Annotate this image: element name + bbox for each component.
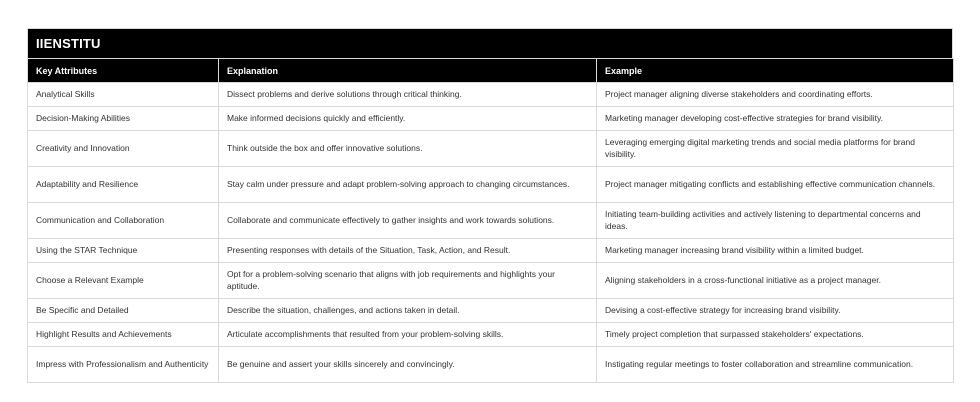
explanation-cell: Articulate accomplishments that resulted from your problem-solving skills. [219, 323, 597, 347]
example-cell: Timely project completion that surpassed stakeholders' expectations. [597, 323, 954, 347]
attribute-cell: Choose a Relevant Example [28, 263, 219, 299]
attribute-cell: Using the STAR Technique [28, 239, 219, 263]
explanation-cell: Stay calm under pressure and adapt problem-solving approach to changing circumstances. [219, 167, 597, 203]
brand-title: IIENSTITU [27, 28, 953, 58]
table-row [28, 347, 954, 383]
example-cell: Project manager mitigating conflicts and establishing effective communication channels. [597, 167, 954, 203]
column-header-example: Example [597, 59, 954, 83]
explanation-cell: Presenting responses with details of the Situation, Task, Action, and Result. [219, 239, 597, 263]
explanation-cell: Opt for a problem-solving scenario that aligns with job requirements and highlights your aptitude. [219, 263, 597, 299]
attribute-cell: Adaptability and Resilience [28, 167, 219, 203]
table-row [28, 299, 954, 323]
table-row [28, 239, 954, 263]
content-table-container [27, 28, 953, 383]
example-cell: Aligning stakeholders in a cross-functional initiative as a project manager. [597, 263, 954, 299]
table-header-row [28, 59, 954, 83]
explanation-cell: Make informed decisions quickly and efficiently. [219, 107, 597, 131]
attribute-cell: Be Specific and Detailed [28, 299, 219, 323]
column-header-key-attributes: Key Attributes [28, 59, 219, 83]
example-cell: Marketing manager increasing brand visibility within a limited budget. [597, 239, 954, 263]
table-row [28, 107, 954, 131]
table-row [28, 83, 954, 107]
attribute-cell: Creativity and Innovation [28, 131, 219, 167]
explanation-cell: Be genuine and assert your skills sincerely and convincingly. [219, 347, 597, 383]
attribute-cell: Decision-Making Abilities [28, 107, 219, 131]
example-cell: Instigating regular meetings to foster collaboration and streamline communication. [597, 347, 954, 383]
attribute-cell: Impress with Professionalism and Authenticity [28, 347, 219, 383]
example-cell: Leveraging emerging digital marketing trends and social media platforms for brand visibility. [597, 131, 954, 167]
explanation-cell: Think outside the box and offer innovative solutions. [219, 131, 597, 167]
attribute-cell: Highlight Results and Achievements [28, 323, 219, 347]
example-cell: Devising a cost-effective strategy for increasing brand visibility. [597, 299, 954, 323]
explanation-cell: Collaborate and communicate effectively to gather insights and work towards solutions. [219, 203, 597, 239]
example-cell: Marketing manager developing cost-effective strategies for brand visibility. [597, 107, 954, 131]
table-row [28, 203, 954, 239]
attribute-cell: Communication and Collaboration [28, 203, 219, 239]
explanation-cell: Describe the situation, challenges, and actions taken in detail. [219, 299, 597, 323]
table-row [28, 167, 954, 203]
example-cell: Initiating team-building activities and actively listening to departmental concerns and ideas. [597, 203, 954, 239]
column-header-explanation: Explanation [219, 59, 597, 83]
explanation-cell: Dissect problems and derive solutions through critical thinking. [219, 83, 597, 107]
example-cell: Project manager aligning diverse stakeholders and coordinating efforts. [597, 83, 954, 107]
table-row [28, 323, 954, 347]
attribute-cell: Analytical Skills [28, 83, 219, 107]
attributes-table [27, 58, 954, 383]
table-row [28, 263, 954, 299]
table-row [28, 131, 954, 167]
